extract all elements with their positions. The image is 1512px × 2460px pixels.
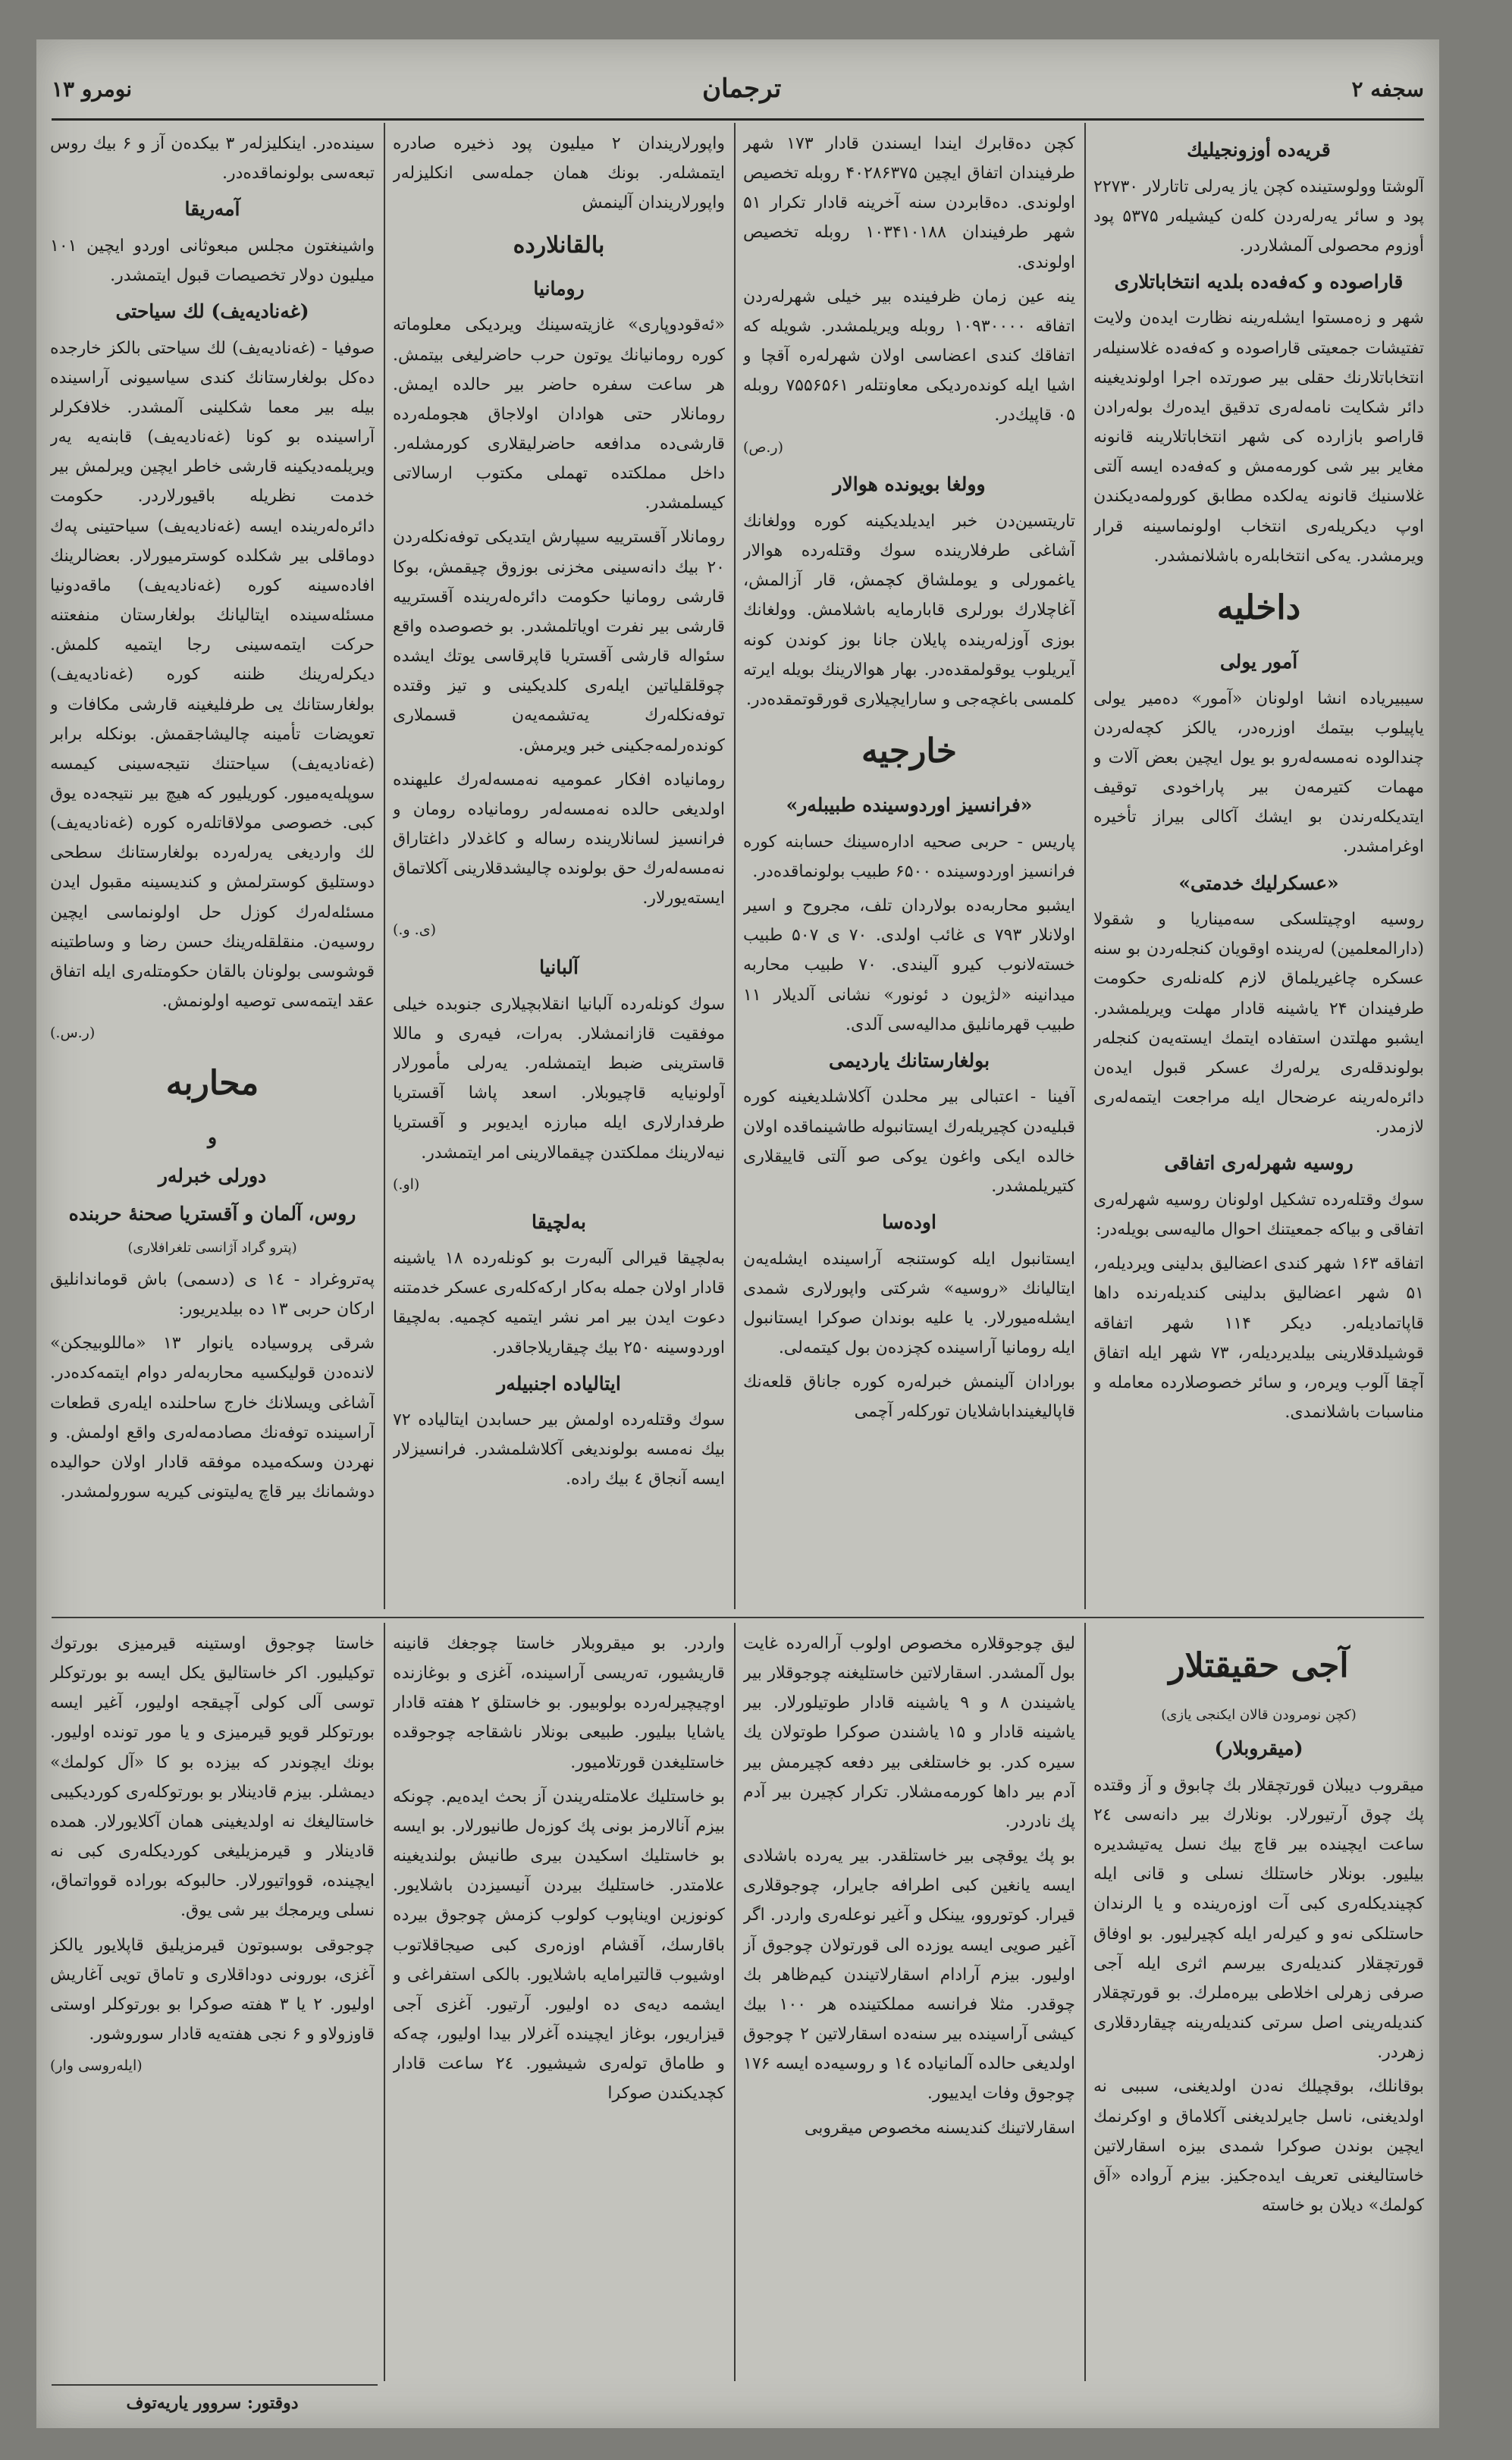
headline-albania: آلبانیا (539, 956, 579, 979)
article-text: میقروب دیبلان قورتچقلار بك چابوق و آز وقتده پك چوق آرتیورلار. بونلارك بیر دانه‌سی ۲٤ ساعت ایچینده بیر قاچ بیك نسل یەتیشدیره بیلیور. بونلار خاستلك نسلی و قانی ایله کچیندیکلەری کبی آت اوزەرینده و یا الرندان حاستلکی نەو و کیرلەر ایله کچیرلیور. بو اوفاق قورتچقلار کندیلەری بیرسم اثری ایله آجی صرفی زهرلی اخلاطی بیرەملرك. بو قورتچقلار کندیلەرینی اصل سرتی کندیلەرینه چیقاردقلاری زهردر. (1093, 1775, 1424, 2063)
article-text: بوقانلك، بوقچیلك نەدن اولدیغنی، سببی نه اولدیغنی، ناسل جایرلدیغنی آکلاماق و اوکرنمك ایچین بوندن صوکرا شمدی بیزه اسقارلاتین خاستالیغنی تعریف ایده‌جکیز. بیزم آرواده «آق کولمك» دیلان بو خاسته (1093, 2077, 1424, 2216)
facts-column-1 (1093, 1629, 1424, 2387)
article-text: واپورلاریندان ۲ میلیون پود ذخیره صادره ایتمشلەر. بونك همان جملەسی انکلیزلەر واپورلاریندان آلینمش (393, 134, 725, 213)
article-text: سوك کونلەرده آلبانیا انقلابچیلاری جنوبده خیلی موفقیت قازانمشلار. بەرات، فیەری و ماللا قاسترینی ضبط ایتمشلەر. یەرلی مأمورلار آولونیایه قاچیوبلار. اسعد پاشا آقستریا طرفدارلاری ایله مبارزه ایدیوبر و آقستریا نیه‌لارینك مملکتدن چیقمالارینی امر ایتمشدر. (393, 994, 725, 1163)
article-text: شرقی پروسیاده یانوار ۱۳ «ماللوبیجکن» لاندەدن قولیکسیه محاربەلەر دوام ایتمەکده‌در. آشاغی ویسلانك خارج ساحلنده ایلەری قطعات آراسینده توفەنك مصادمەلەری واقع اولمش. و نهردن وسکەمیده موفقه قادار اولان حوالیده دوشمانك بیر قاچ یەلیتونی کیریه سورولمشدر. (50, 1334, 375, 1501)
headline-military: «عسکرلیك خدمتی» (1178, 871, 1339, 894)
headline-ghenadiev: (غەنادیەیف) لك سیاحتی (115, 300, 309, 323)
signature: (ر.ص) (743, 438, 784, 456)
section-rule (52, 1617, 1424, 1618)
masthead (52, 62, 1424, 115)
headline-italy: ایتالیاده اجنبیلەر (497, 1372, 621, 1395)
newspaper-page (36, 39, 1439, 2428)
article-text: لیق چوجوقلاره مخصوص اولوب آرالەرده غایت بول آلمشدر. اسقارلاتین خاستلیغنه چوجوقلار بیر یاشیندن ۸ و ۹ یاشینه قادار طوتیلورلار. بیر یاشینه قادار و ۱۵ یاشندن صوکرا طوتولان یك سیره کدر. بو خاستلغی بیر دفعه کچیرمش بیر آدم بیر داها کورمەمشلار. تکرار کچیرن بیر آدم پك نادردر. (743, 1634, 1075, 1831)
headline-france: «فرانسیز اوردوسینده طبیبلەر» (786, 794, 1033, 817)
article-text: بورادان آلینمش خبرلەره کوره جاناق قلعەنك قاپالیغینداباشلایان تورکلەر آچمی (743, 1373, 1075, 1422)
article-text: تاریتسین‌دن خبر ایدیلدیکینه کوره وولغانك آشاغی طرفلارینده سوك وقتلەرده هوالار یاغمورلی و یوملشاق کچمش، قار آزالمش، آغاچلارك بورلری قابارمایه باشلامش. وولغانك بوزی آوزلەرینده پایلان جانا بوز کوندن کونه آیریلوب یوقولمقده‌در. بهار هوالارینك بویله ایرته کلمسی باغچەجی و سارایچیلاری قورقوتمقده‌در. (743, 511, 1075, 709)
continued-note: (ایلەروسی وار) (50, 2057, 143, 2075)
headline-grapes: قریەدە أوزونجیلیك (1187, 139, 1331, 161)
article-text: صوفیا - (غەنادیەیف) لك سیاحتی بالکز خارجده دەکل بولغارستانك کندی سیاسیونی آراسینده بیله بیر معما شکلینی آلمشدر. خلافکرلر آراسینده بو کونا (غەنادیەیف) قابنه‌یه یەر ویریلمەدیکینه قارشی خاطر ایچین ویرلمش بیر خدمت نظریله باقیورلاردر. حکومت دائرەلەرینده ایسه (غەنادیەیف) سیاحتینی پەك دوماقلی بیر شکلده کوسترمیورلار. بعضالرینك افادەسینه کوره (غەنادیەیف) ماقەدونیا مسئلەسینده ایتالیانك بولغارستان منفعتنه حرکت ایتمەسینی رجا ایتمیه کلمش. دیکرلەرینك ظننه کوره (غەنادیەیف) بولغارستانك یی طرفلیغینه قارشی مکافات و تعویضات تأمینه چالیشاجقمش. بونکله برابر (غەنادیەیف) سیاحتنك نتیجەسینی کیمسه سوپلەیه‌میور. کوریلیور که هیچ بیر نتیجه‌ده یوق کبی. خصوصی مولاقاتلەره کوره (غەنادیەیف) لك واردیغی یەرلەرده بولغارستانك سطحی دوستلیق کوسترلمش و کندیسینه مقبول ایدن مسئلەلەرك کوزل حل اولونماسی ایچین روسیه‌ن. منقلقلەرینك حسن رضا و وساطتینه قوشوسی بولونان بالقان حکومتلەری ایله اتفاق عقد ایتمەسی توصیه اولونمش. (50, 338, 375, 1012)
headline-elections: قاراصوده و کەفەده بلدیه انتخاباتلاری (1114, 270, 1404, 293)
article-text: رومانلار آقسترییه سیپارش ایتدیکی توفەنکلەردن ۲۰ بیك دانه‌سینی مخزنی بوزوق چیقمش، بوکا قارشی رومانیا حکومت دائرەلەرینده آقسترییه قارشی بیر نفرت اویاتلمشدر. بو خصوصده واقع سئواله قارشی آقستریا قاپرقاسی یوتك ایشده چوقلقلیاتین ایلەری کلدیکینی و تیز وقتده توفەنکلەرك یەتشمەیەن قسملاری کوندەرلمەجکینی خبر ویرمش. (393, 528, 725, 755)
facts-subtitle: (میقروبلار) (1214, 1737, 1303, 1760)
column-divider (734, 1623, 736, 2381)
article-text: سیبیریاده انشا اولونان «آمور» دەمیر یولی یاپیلوب بیتمك اوزرەدر، یالکز کچەلەردن چندالوده نەمسەلەرو بو یول ایچین بعض آلات و مهمات کتیرمەن بیر پاراخودی توقیف ایتدیکلەرندن بو ایشك آکالی بیراز تأخیره اوغرامشدر. (1093, 689, 1424, 857)
column-divider (384, 123, 385, 1609)
header-rule (52, 118, 1424, 121)
footer (50, 2389, 375, 2419)
article-text: واردر. بو میقروبلار خاستا چوجغك قانینه قاریشیور، تەریسی آراسینده، آغزی و بوغازنده اوچیچیرلەرده بولوبیور. بو خاستلق ۲ هفته قادار یاشایا بیلیور. طبیعی بونلار ناشقاجه چوجوقده خاستلیغدن قورتلامیور. (393, 1634, 725, 1772)
article-text: پەتروغراد - ۱٤ ی (دسمی) باش قوماندانلیق ارکان حربی ۱۳ ده بیلدیریور: (50, 1269, 375, 1319)
column-2 (743, 129, 1075, 1608)
article-text: رومانیاده افکار عمومیه نەمسەلەرك علیهنده اولدیغی حالده نەمسەلەر رومانیاده رومان و فرانسیز لسانلارینده رساله و کاغدلار داغتاراق نەمسەلەرك حق بولونده چالیشدقلارینی آکلاتماق ایستەیورلار. (393, 770, 725, 908)
column-divider (1084, 1623, 1086, 2381)
headline-america: آمەریقا (184, 198, 240, 221)
page-number: سجفه ۲ (1351, 76, 1424, 102)
column-4 (50, 129, 375, 1608)
article-text: بەلچیقا قیرالی آلبەرت بو کونلەرده ۱۸ یاشینه قادار اولان جمله بەکار ارکه‌کلەری عسکر خدمتنه دعوت ایدن بیر امر نشر ایتمیه کچمیه. بەلچیقا اوردوسینه ۲۵۰ بیك چیقاریلاجاقدر. (393, 1249, 725, 1357)
article-text: کچن دەقابرك ایندا ایسندن قادار ۱۷۳ شهر طرفیندان اتفاق ایچین ۴۰۲۸۶۳۷۵ روبله تخصیص اولوندی. دەقابردن سنه آخرینه قادار تکرار ۵۱ شهر طرفیندان ۱۰۳۴۱۰۱۸۸ روبله تخصیص اولوندی. (743, 134, 1075, 272)
headline-bulgaria: بولغارستانك یاردیمی (828, 1049, 990, 1072)
headline-russia-cities: روسیه شهرلەری اتفاقی (1164, 1152, 1354, 1175)
headline-balkans: بالقانلارده (513, 232, 605, 259)
column-divider (734, 123, 736, 1609)
issue-number: نومرو ۱۳ (52, 76, 133, 102)
facts-column-2 (743, 1629, 1075, 2387)
war-subtitle: دورلی خبرلەر (158, 1164, 267, 1187)
article-text: اتفاقه ۱۶۳ شهر کندی اعضالیق بدلینی ویردیلەر، ۵۱ شهر اعضالیق بدلینی کندیلەرنده داها قاپاتمادیلەر. دیکر ۱۱۴ شهر اتفاقه قوشیلدقلارینی بیلدیردیلەر، ۷۳ شهر ایله اتفاق آچقا آلوب ویرەر، و سائر خصوصلارده معامله و مناسبات باشلانمدی. (1093, 1254, 1424, 1422)
newspaper-title: ترجمان (702, 74, 782, 104)
column-divider (384, 1623, 385, 2381)
article-text: بو خاستلیك علامتلەریندن آز بحث ایدەیم. چونکه بیزم آنالارمز بونی پك کوزەل طانیورلار. بو ایسه بو خاستلیك اسکیدن بیری طانیش بولندیغینه علامتدر. خاستلیك بیردن آنیسیزدن باشلایور. کونوزین اویناپوب کولوب کزمش چوجوق بیرده باقارسك، آقشام اوزەری کبی صیجاقلاتوب اوشیوب قالتیرامایه باشلایور. بالکی استفراغی و ایشمه دیه‌ی ده اولیور. آرتیور. آغزی آجی قیزاریور، بوغاز ایچینده آغرلار بیدا اولیور، چه‌کە و طاماق تولەری شیشیور. ۲٤ ساعت قادار کچدیکندن صوکرا (393, 1787, 725, 2104)
war-headline: روس، آلمان و آقستریا صحنهٔ حربنده (68, 1203, 356, 1225)
article-text: ینه عین زمان ظرفینده بیر خیلی شهرلەردن اتفاقه ۱۰۹۳۰۰۰۰ روبله ویریلمشدر. شویله که اتفاقك کندی اعضاسی اولان شهرلەره آقچا و اشیا ایله کوندەردیکی معاونتلەر ۷۵۵۶۵۶۱ روبله ۰۵ قاپیك‌در. (743, 287, 1075, 425)
article-text: پاریس - حربی صحیه ادارەسینك حسابنه کوره فرانسیز اوردوسینده ۶۵۰۰ طبیب بولونماقده‌در. (743, 832, 1075, 881)
article-text: سینده‌در. اینکلیزلەر ۳ بیکده‌ن آز و ۶ بیك روس تبعەسی بولونماقده‌در. (50, 134, 375, 184)
facts-column-3 (393, 1629, 725, 2387)
section-banner-war: محاربه (165, 1064, 259, 1103)
article-text: سوك وقتلەرده اولمش بیر حسابدن ایتالیاده ۷۲ بیك نەمسه بولوندیغی آکلاشلمشدر. فرانسیزلار ایسه آنجاق ٤ بیك راده. (393, 1410, 725, 1489)
facts-column-4 (50, 1629, 375, 2380)
article-text: روسیه اوچیتلسکی سەمیناریا و شقولا (دارالمعلمین) لەرینده اوقویان کنجلەردن بو سنه عسکره چاغیریلماق لازم کلەنلەری حکومت طرفیندان ۲۴ یاشینه قادار مهلت ویریلمشدر. ایشبو مهلتدن استفاده ایتمك ایستەیەن کنجلەر بولوندقلەری یرلەرك عسکر قبول ایدەن دائرەلەرینه عرضحال ایله مراجعت ایتمەلەری لازمدر. (1093, 910, 1424, 1137)
headline-romania: رومانیا (533, 277, 585, 300)
article-text: شهر و زەمستوا ایشلەرینه نظارت ایدەن ولایت تفتیشات جمعیتی قاراصوده و کەفەده غلاسنیلەر انتخاباتلارنك حقلی بیر صورتده اجرا اولوندیغینه دائر شکایت نامەلەری تدقیق ایدەرك بولەرادن قاراصو بازارده کی شهر انتخاباتلارینه قانونه مغایر بیر شی کورمەمش و کەفەده ایسه آلتی غلاسنیك قانونه یەلکده مطابق کورولمەدیکندن اوپ دیکریلەری انتخاب اولونماسینه قرار ویرمشدر. یەکی انتخابلەره باشلانمشدر. (1093, 309, 1424, 566)
article-text: واشینغتون مجلس مبعوثانی اوردو ایچین ۱۰۱ میلیون دولار تخصیصات قبول ایتمشدر. (50, 236, 375, 285)
facts-note: (کچن نومرودن قالان ایکنجی یازی) (1161, 1707, 1357, 1724)
column-divider (1084, 123, 1086, 1609)
article-text: خاستا چوجوق اوستینه قیرمیزی بورتوك توکیلیور. اکر خاستالیق یکل ایسه بو بورتوکلر توسی آلی کولی آچیقجه اولیور، آغیر ایسه بورتوکلر قویو قیرمیزی و یا مور تونده اولیور. بونك ایچوندر که بیزده بو کا «آل کولمك» دیمشلر. بیزم قادینلار بو بورتوکلەری کوردیکیبی خاستالیغك نه اولدیغینی همان آکلایورلار. همده قادینلار و قیرمزیلیغی کوردیکلەری کبی نه ایچینده، قوواتیورلار. حالبوکه بوراده قوواتماق، نسلی ویرمجك بیر شی یوق. (50, 1634, 375, 1921)
headline-amur: آمور یولی (1219, 651, 1298, 673)
signature: (او.) (393, 1175, 420, 1193)
war-note: (پترو گراد آژانسی تلغرافلاری) (127, 1239, 297, 1256)
headline-belgium: بەلچیقا (532, 1210, 586, 1233)
article-text: بو پك یوقچی بیر خاستلقدر. بیر یەرده باشلادی ایسه یانغین کبی اطرافه جایرار، چوجوقلاری قیرار. کوتوروو، یینکل و آغیر نوعلەری واردر. اگر آغیر صویی ایسه یوزده الی قورتولان چوجوق آز اولیور. بیزم آرادام اسقارلاتیندن کیم‌ظاهر بك چوقدر. مثلا فرانسه مملکتینده هر ۱۰۰ بیك کیشی آراسینده بیر سنه‌ده اسقارلاتین ۲ چوجوق اولدیغی حالده آلمانیاده ۱٤ و روسیه‌ده ایسه ۱۷۶ چوجوق وفات ایدییور. (743, 1847, 1075, 2104)
editor-signature: دوقتور: سروور یاریه‌توف (126, 2393, 299, 2413)
article-text: اسقارلاتینك کندیسنه مخصوص میقروبی (804, 2118, 1075, 2138)
headline-odessa: اودەسا (882, 1211, 936, 1233)
article-text: آفینا - اعتبالی بیر محلدن آکلاشلدیغینه کوره قبلیەدن کچیریلەرك ایستانبوله طاشینماقده اولان خالده ایکی واغون یوکی صو آلتی قاییقلاری کتیریلمشدر. (743, 1087, 1075, 1196)
headline-volga: وولغا بویونده هوالار (833, 473, 986, 496)
signature: (ی. و.) (393, 921, 436, 939)
section-banner-internal: داخلیه (1216, 588, 1301, 627)
signature: (ر.س.) (50, 1024, 96, 1042)
section-banner-foreign: خارجیه (861, 731, 957, 770)
column-1 (1093, 129, 1424, 1608)
article-text: ایستانبول ایله کوستنجه آراسینده ایشلەیەن ایتالیانك «روسیه» شرکتی واپورلاری شمدی ایشلەمیورلار. یا علیه بوندان صوکرا ایستانبول ایله رومانیا آراسینده کچزدەن بول کیتمەلی. (743, 1249, 1075, 1357)
article-text: ایشبو محاربه‌ده بولاردان تلف، مجروح و اسیر اولانلار ۷۹۳ ی غائب اولدی. ۷۰ ی ۵۰۷ طبیب خسته‌لانوب کیرو آلیندی. ۷۰ طبیب محاربه میدانینه «لژیون د ئونور» نشانی آلدیلار ۱۱ طبیب قهرمانلیق مدالیەسی آلدی. (743, 896, 1075, 1034)
article-text: «ئەقودوپاری» غازیتەسینك ویردیکی معلوماته کوره رومانیانك یوتون حرب حاضرلیغی بیتمش. هر ساعت سفره حاضر بیر حالده ایمش. رومانلار حتی هوادان اولاجاق هجوملەرده قارشی‌ده مدافعه حاضرلیقلاری کورمشلەر. داخل مملکتده تهملی مکتوب ارسالاتی کیسلمشدر. (393, 315, 725, 513)
footer-rule (52, 2384, 378, 2386)
article-text: چوجوقی بوسبوتون قیرمزیلیق قاپلایور یالکز آغزی، بورونی دوداقلاری و تاماق تویی آغاریش اولیور. ۲ یا ۳ هفته صوکرا بو بورتوکلر اوستی قاوزولاو و ۶ نجی هفته‌یه قادار سوروشور. (50, 1935, 375, 2044)
column-3 (393, 129, 725, 1608)
article-text: سوك وقتلەرده تشکیل اولونان روسیه شهرلەری اتفاقی و بیاکه جمعیتنك احوال مالیەسی بویلەدر: (1093, 1190, 1424, 1240)
article-text: آلوشتا وولوستینده کچن یاز یەرلی تاتارلار ۲۲۷۳۰ پود و سائر یەرلەردن کلەن کیشیلەر ۵۳۷۵ پود أوزوم محصولی آلمشلاردر. (1093, 177, 1424, 256)
section-banner-facts: آجی حقیقتلار (1169, 1646, 1349, 1685)
war-and: و (207, 1126, 218, 1149)
